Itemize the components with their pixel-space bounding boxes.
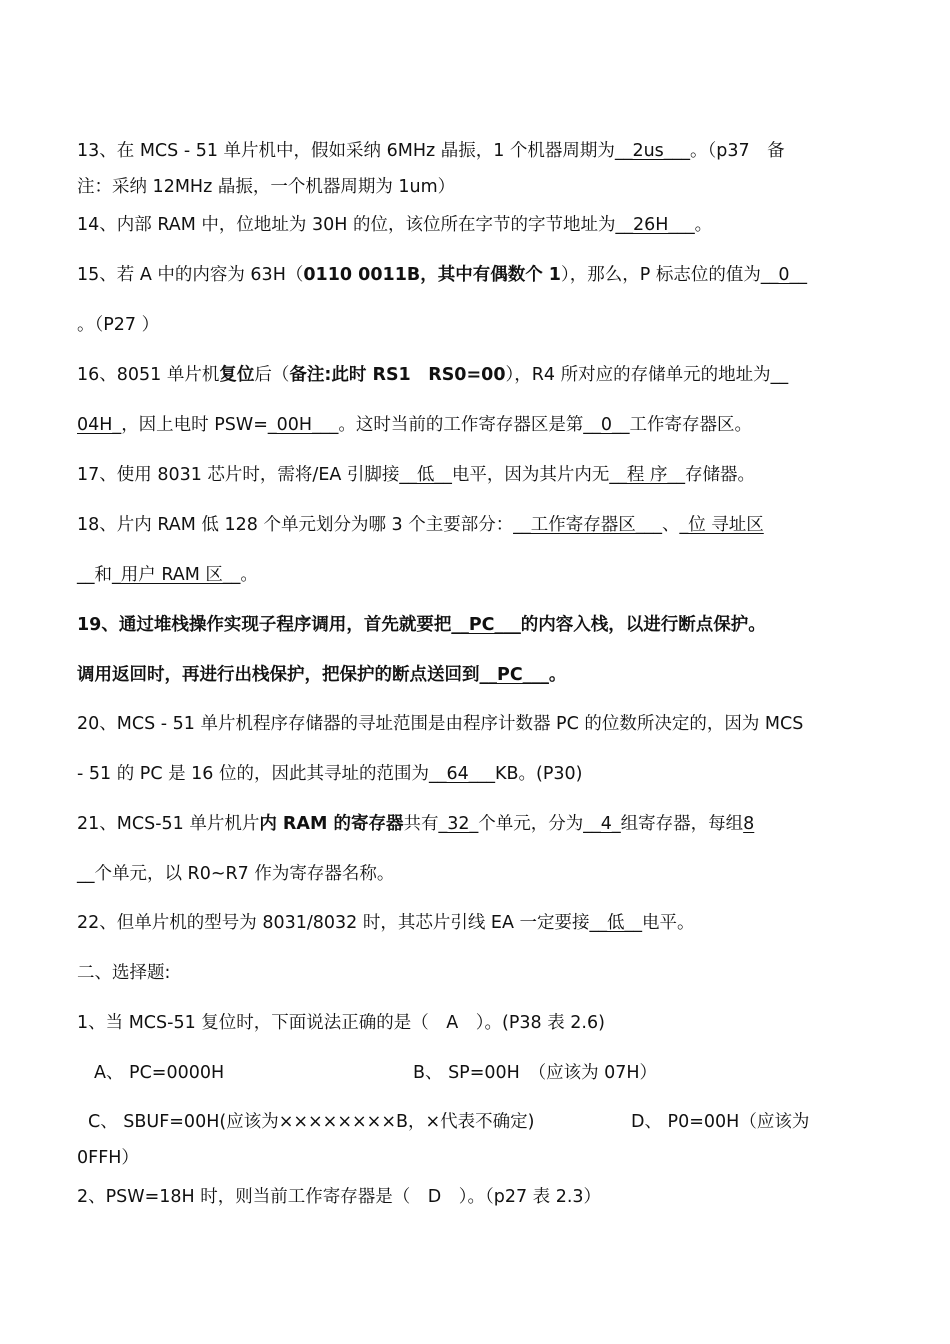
choice2-question: 2、PSW=18H 时，则当前工作寄存器是（ D ）。（p27 表 2.3）: [77, 1187, 602, 1207]
q19-answer-2: __PC___: [479, 665, 549, 685]
q16-answer-address: 04H_: [77, 415, 122, 435]
section-heading: 二、选择题:: [77, 963, 171, 983]
q16-answer-bank: __0__: [583, 415, 630, 435]
q20-line1: 20、MCS - 51 单片机程序存储器的寻址范围是由程序计数器 PC 的位数所决定的，因为 MCS: [77, 714, 804, 734]
q21-line2: __个单元，以 R0~R7 作为寄存器名称。: [77, 864, 395, 884]
q18-line2: __和_用户 RAM 区__。: [77, 565, 258, 585]
q13-line1: 13、在 MCS - 51 单片机中，假如采纳 6MHz 晶振，1 个机器周期为__2us___。（p37 备: [77, 141, 785, 161]
option-b: B、 SP=00H （应该为 07H）: [413, 1063, 658, 1083]
q17-answer-level: __低__: [399, 465, 452, 485]
q19-line1: 19、通过堆栈操作实现子程序调用，首先就要把__PC___的内容入栈，以进行断点保护。: [77, 615, 766, 635]
q18-answer-1: __工作寄存器区___: [513, 515, 662, 535]
q17-answer-memory: __程 序__: [609, 465, 685, 485]
q19-answer-1: __PC___: [451, 615, 521, 635]
q16-line2: 04H_，因上电时 PSW=_00H___。这时当前的工作寄存器区是第__0__工作寄存器区。: [77, 415, 752, 435]
q13-answer: __2us___: [614, 141, 691, 161]
q14-line: 14、内部 RAM 中，位地址为 30H 的位，该位所在字节的字节地址为__26H___。: [77, 215, 713, 235]
option-d: D、 P0=00H（应该为: [631, 1112, 810, 1132]
q16-line1: 16、8051 单片机复位后（备注:此时 RS1 RS0=00），R4 所对应的存储单元的地址为__: [77, 365, 789, 385]
q16-answer-psw: _00H___: [267, 415, 339, 435]
q18-line1: 18、片内 RAM 低 128 个单元划分为哪 3 个主要部分：__工作寄存器区___、_位 寻址区: [77, 515, 764, 535]
q21-answer-groups: __4_: [583, 814, 621, 834]
q20-line2: - 51 的 PC 是 16 位的，因此其寻址的范围为__64___KB。(P30): [77, 764, 583, 784]
option-d-continued: 0FFH）: [77, 1148, 139, 1168]
q21-answer-units: _32_: [438, 814, 479, 834]
q22-answer: __低__: [589, 913, 643, 933]
q13-line2: 注：采纳 12MHz 晶振，一个机器周期为 1um）: [77, 177, 456, 197]
q20-answer: __64___: [429, 764, 496, 784]
q17-line: 17、使用 8031 芯片时，需将/EA 引脚接__低__电平，因为其片内无__程 序__存储器。: [77, 465, 755, 485]
choice1-question: 1、当 MCS-51 复位时，下面说法正确的是（ A ）。(P38 表 2.6): [77, 1013, 605, 1033]
q19-line2: 调用返回时，再进行出栈保护，把保护的断点送回到__PC___。: [77, 665, 567, 685]
q18-answer-3: _用户 RAM 区__: [112, 565, 241, 585]
q15-line2: 。（P27 ）: [77, 315, 160, 335]
q15-answer: __0__: [760, 265, 807, 285]
q21-answer-per-group: 8: [743, 814, 755, 834]
q18-answer-2: _位 寻址区: [679, 515, 764, 535]
option-c: C、 SBUF=00H(应该为××××××××B，×代表不确定): [88, 1112, 535, 1132]
q15-line1: 15、若 A 中的内容为 63H（0110 0011B，其中有偶数个 1），那么，P 标志位的值为__0__: [77, 265, 807, 285]
q14-answer: __26H___: [615, 215, 695, 235]
option-a: A、 PC=0000H: [94, 1063, 225, 1083]
q22-line: 22、但单片机的型号为 8031/8032 时，其芯片引线 EA 一定要接__低__电平。: [77, 913, 695, 933]
q21-line1: 21、MCS-51 单片机片内 RAM 的寄存器共有_32_个单元，分为__4_组寄存器，每组8: [77, 814, 755, 834]
